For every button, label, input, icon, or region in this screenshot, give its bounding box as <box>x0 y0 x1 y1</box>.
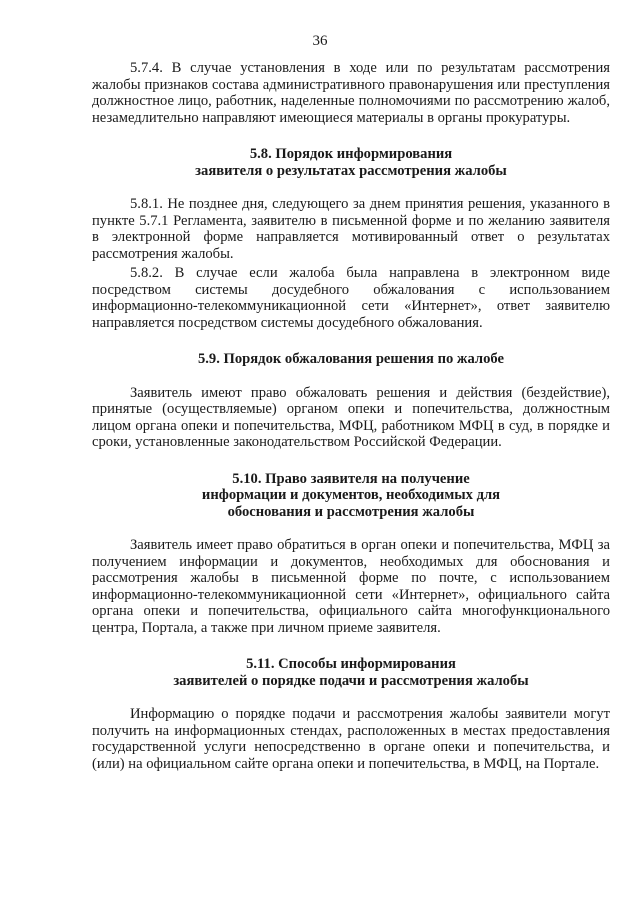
heading-5-10-line-1: 5.10. Право заявителя на получение <box>232 470 470 487</box>
heading-5-8-line-1: 5.8. Порядок информирования <box>249 146 453 162</box>
paragraph-5-9: Заявитель имеют право обжаловать решения и действия (бездействие), принятые (осуществляемые) органом опеки и попечительства, должностным лицом органа опеки и попечительства, МФЦ, работником МФЦ в суд, в порядке и сроки, установленные законодательством Российской Федерации. <box>92 384 610 450</box>
heading-5-9 <box>92 351 610 368</box>
heading-5-8-line-2: заявителя о результатах рассмотрения жалобы <box>195 162 507 179</box>
paragraph-5-8-2: 5.8.2. В случае если жалоба была направлена в электронном виде посредством системы досудебного обжалования с использованием информационно-телекоммуникационной сети «Интернет», ответ заявителю направляется посредством системы досудебного обжалования. <box>92 265 610 331</box>
paragraph-5-11: Информацию о порядке подачи и рассмотрения жалобы заявители могут получить на информационных стендах, расположенных в местах предоставления государственной услуги непосредственно в органе опеки и попечительства, и (или) на официальном сайте органа опеки и попечительства, в МФЦ, на Портале. <box>92 706 610 772</box>
heading-5-10 <box>92 471 610 521</box>
heading-5-11 <box>92 656 610 689</box>
heading-5-10-line-2: информации и документов, необходимых для <box>201 487 501 503</box>
page-content <box>92 60 610 772</box>
paragraph-5-7-4: 5.7.4. В случае установления в ходе или по результатам рассмотрения жалобы признаков состава административного правонарушения или преступления должностное лицо, работник, наделенные полномочиями по рассмотрению жалоб, незамедлительно направляют имеющиеся материалы в органы прокуратуры. <box>92 60 610 126</box>
heading-5-10-line-3: обоснования и рассмотрения жалобы <box>227 503 475 520</box>
heading-5-11-line-2: заявителей о порядке подачи и рассмотрения жалобы <box>173 672 529 689</box>
heading-5-11-line-1: 5.11. Способы информирования <box>246 656 456 672</box>
page-number: 36 <box>312 33 328 49</box>
paragraph-5-10: Заявитель имеет право обратиться в орган опеки и попечительства, МФЦ за получением информации и документов, необходимых для обоснования и рассмотрения жалобы в письменной форме по почте, с использованием информационно-телекоммуникационной сети «Интернет», официального сайта органа опеки и попечительства, официального сайта многофункционального центра, Портала, а также при личном приеме заявителя. <box>92 537 610 636</box>
heading-5-9-line-1: 5.9. Порядок обжалования решения по жалобе <box>197 351 504 367</box>
heading-5-8 <box>92 146 610 179</box>
paragraph-5-8-1: 5.8.1. Не позднее дня, следующего за днем принятия решения, указанного в пункте 5.7.1 Регламента, заявителю в письменной форме и по желанию заявителя в электронной форме направляется мотивированный ответ о результатах рассмотрения жалобы. <box>92 196 610 262</box>
